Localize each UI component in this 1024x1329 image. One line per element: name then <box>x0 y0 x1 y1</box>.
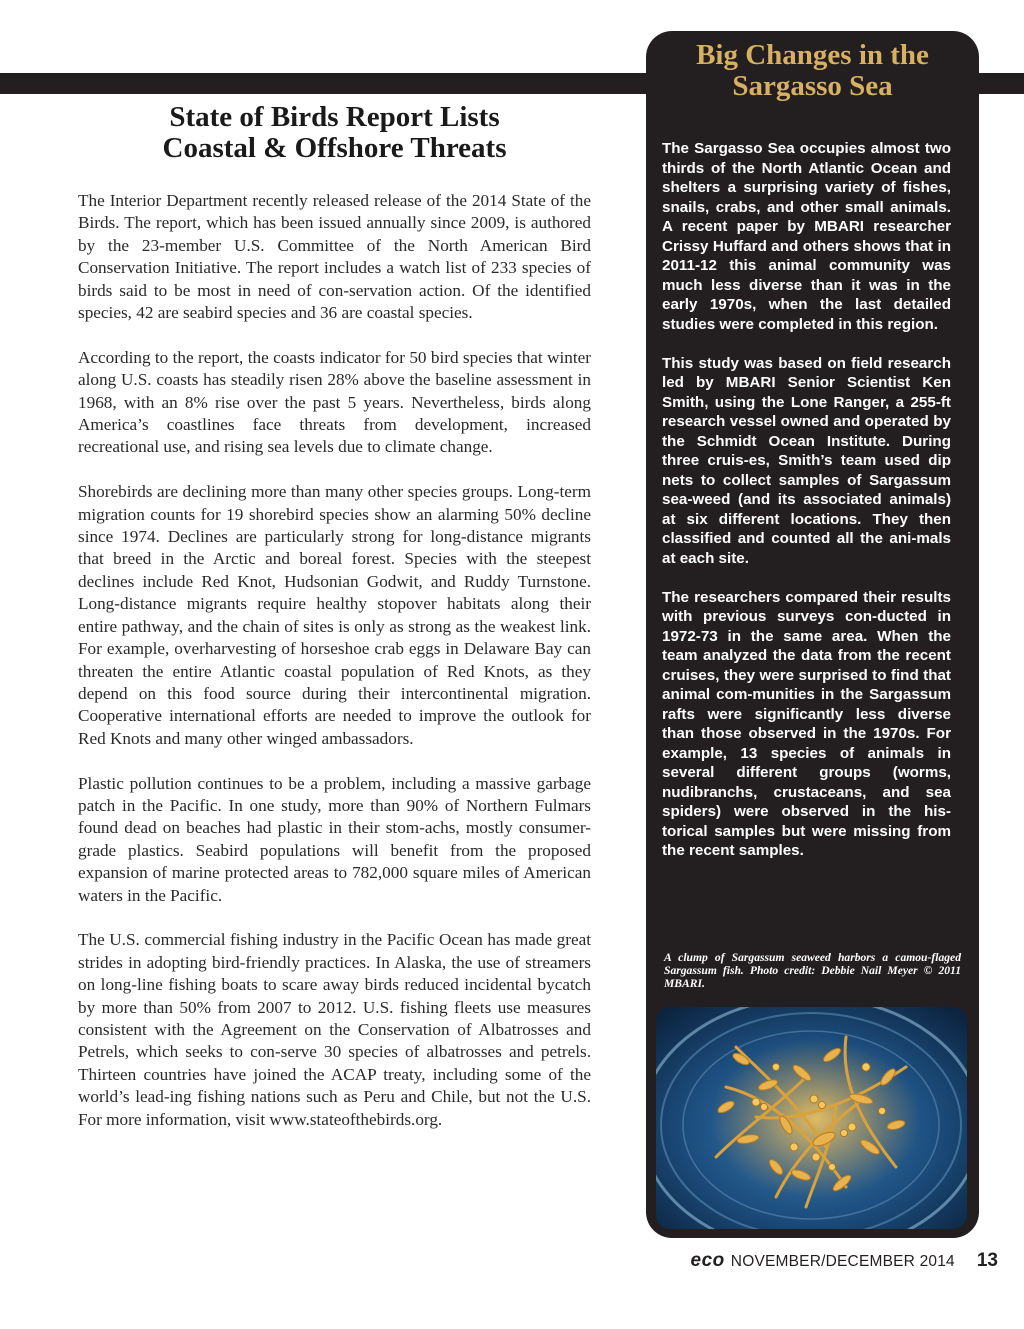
sidebar-paragraph-1: The Sargasso Sea occupies almost two thirds of the North Atlantic Ocean and shelters a surprising variety of fishes, snails, crabs, and other small animals. A recent paper by MBARI researcher Crissy Huffard and others shows that in 2011-12 this animal community was much less diverse than it was in the early 1970s, when the last detailed studies were completed in this region. <box>662 140 951 333</box>
main-article <box>78 102 591 1153</box>
article-title <box>78 102 591 164</box>
article-paragraph-4: Plastic pollution continues to be a problem, including a massive garbage patch in the Pacific. In one study, more than 90% of Northern Fulmars found dead on beaches had plastic in their stom-achs, mostly consumer-grade plastics. Seabird populations will benefit from the proposed expansion of marine protected areas to 782,000 square miles of American waters in the Pacific. <box>78 773 591 905</box>
article-paragraph-5: The U.S. commercial fishing industry in the Pacific Ocean has made great strides in adopting bird-friendly practices. In Alaska, the use of streamers on long-line fishing boats to scare away birds reduced incidental bycatch by more than 50% from 2007 to 2012. U.S. fishing fleets use measures consistent with the Agreement on the Conservation of Albatrosses and Petrels, which seeks to con-serve 30 species of albatrosses and petrels. Thirteen countries have joined the ACAP treaty, including some of the world’s lead-ing fishing nations such as Peru and Chile, but not the U.S. For more information, visit www.stateofthebirds.org. <box>78 930 591 1129</box>
sidebar-title <box>646 40 979 102</box>
article-title-line1: State of Birds Report Lists <box>169 101 500 133</box>
issue-date: NOVEMBER/DECEMBER 2014 <box>730 1253 955 1270</box>
sidebar-paragraph-2: This study was based on field research led by MBARI Senior Scientist Ken Smith, using the Lone Ranger, a 255-ft research vessel owned and operated by the Schmidt Ocean Institute. During three cruis-es, Smith’s team used dip nets to collect samples of Sargassum sea-weed (and its associated animals) at six different locations. They then classified and counted all the ani-mals at each site. <box>662 354 951 567</box>
sargassum-photo <box>656 1007 967 1229</box>
page-footer <box>691 1250 998 1272</box>
sidebar-title-line1: Big Changes in the <box>696 39 929 71</box>
photo-caption: A clump of Sargassum seaweed harbors a camou-flaged Sargassum fish. Photo credit: Debbie Nail Meyer © 2011 MBARI. <box>664 951 961 990</box>
page-number: 13 <box>976 1250 998 1271</box>
sidebar-title-line2: Sargasso Sea <box>732 70 893 102</box>
sidebar-paragraph-3: The researchers compared their results with previous surveys con-ducted in 1972-73 in the same area. When the team analyzed the data from the recent cruises, they were surprised to find that animal com-munities in the Sargassum rafts were significantly less diverse than those observed in the 1970s. For example, 13 species of animals in several different groups (worms, nudibranchs, crustaceans, and sea spiders) were observed in the his-torical samples but were missing from the recent samples. <box>662 588 951 859</box>
article-paragraph-1: The Interior Department recently released release of the 2014 State of the Birds. The report, which has been issued annually since 2009, is authored by the 23-member U.S. Committee of the North American Bird Conservation Initiative. The report includes a watch list of 233 species of birds said to be most in need of con-servation action. Of the identified species, 42 are seabird species and 36 are coastal species. <box>78 191 591 323</box>
article-paragraph-2: According to the report, the coasts indicator for 50 bird species that winter along U.S. coasts has steadily risen 28% above the baseline assessment in 1968, with an 8% rise over the past 5 years. Nevertheless, birds along America’s coastlines face threats from development, increased recreational use, and rising sea levels due to climate change. <box>78 347 591 457</box>
sargassum-illustration <box>656 1007 967 1229</box>
article-paragraph-3: Shorebirds are declining more than many other species groups. Long-term migration counts for 19 shorebird species show an alarming 50% decline since 1974. Declines are particularly strong for long-distance migrants that breed in the Arctic and boreal forest. Species with the steepest declines include Red Knot, Hudsonian Godwit, and Ruddy Turnstone. Long-distance migrants require healthy stopover habitats along their entire pathway, and the chain of sites is only as strong as the weakest link. For example, overharvesting of horseshoe crab eggs in Delaware Bay can threaten the entire Atlantic coastal population of Red Knots, as they depend on this food source during their intercontinental migration. Cooperative international efforts are needed to improve the outlook for Red Knots and many other winged ambassadors. <box>78 482 591 748</box>
magazine-brand: eco <box>690 1250 725 1271</box>
sidebar-body <box>662 139 951 880</box>
article-title-line2: Coastal & Offshore Threats <box>162 132 507 164</box>
sidebar-box <box>646 31 979 1238</box>
